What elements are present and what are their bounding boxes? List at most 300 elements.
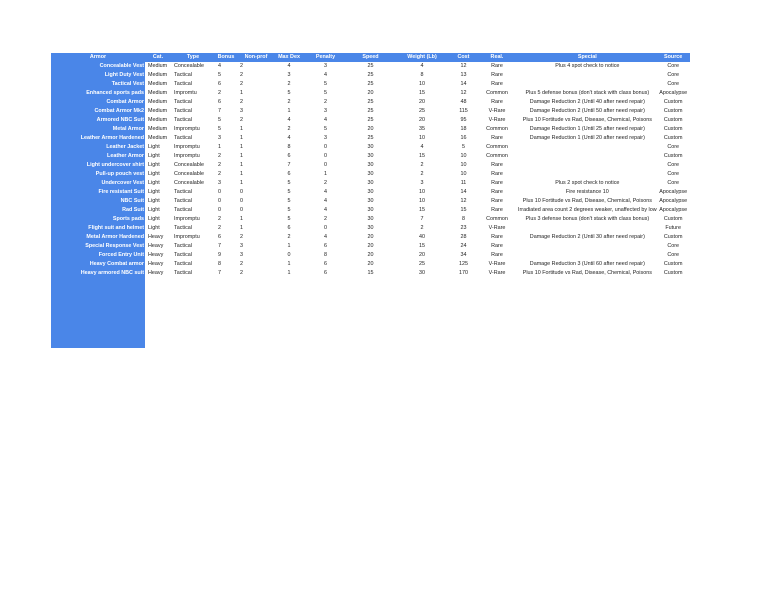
table-cell[interactable]: 2: [324, 180, 327, 186]
table-cell[interactable]: 6: [218, 99, 221, 105]
table-cell[interactable]: Core: [667, 162, 679, 168]
table-cell[interactable]: 10: [460, 153, 467, 159]
table-cell[interactable]: Impromptu: [174, 144, 200, 150]
table-cell[interactable]: 5: [287, 180, 291, 186]
armor-name-cell[interactable]: Light undercover shirt: [51, 161, 145, 170]
table-cell[interactable]: 6: [287, 225, 291, 231]
column-header[interactable]: Bonus: [215, 53, 237, 62]
table-cell[interactable]: Core: [667, 81, 679, 87]
table-cell[interactable]: Tactical: [174, 207, 192, 213]
table-cell[interactable]: Tactical: [174, 198, 192, 204]
table-cell[interactable]: 4: [420, 63, 424, 69]
table-cell[interactable]: Rare: [491, 198, 503, 204]
table-cell[interactable]: 30: [367, 198, 374, 204]
table-cell[interactable]: 24: [460, 243, 467, 249]
table-cell[interactable]: Tactical: [174, 261, 192, 267]
table-cell[interactable]: Core: [667, 252, 679, 258]
table-cell[interactable]: 15: [419, 90, 425, 96]
table-cell[interactable]: Apocalypse: [659, 207, 688, 213]
table-cell[interactable]: Light: [148, 162, 160, 168]
table-cell[interactable]: 12: [460, 90, 467, 96]
table-cell[interactable]: Concealable: [174, 162, 204, 168]
table-cell[interactable]: Damage Reduction 3 (Until 60 after need repair): [529, 261, 645, 267]
table-cell[interactable]: 2: [420, 225, 424, 231]
table-cell[interactable]: Future: [665, 225, 681, 231]
table-cell[interactable]: Common: [486, 90, 508, 96]
table-cell[interactable]: Medium: [148, 99, 168, 105]
table-cell[interactable]: 2: [218, 216, 221, 222]
table-cell[interactable]: Rare: [491, 207, 503, 213]
armor-name-cell[interactable]: Tactical Vest: [51, 80, 145, 89]
table-cell[interactable]: 48: [460, 99, 467, 105]
table-cell[interactable]: Impromptu: [174, 126, 200, 132]
table-cell[interactable]: 0: [240, 207, 243, 213]
table-cell[interactable]: [518, 161, 657, 170]
table-cell[interactable]: Tactical: [174, 72, 192, 78]
armor-name-cell[interactable]: Leather Jacket: [51, 143, 145, 152]
table-cell[interactable]: 6: [324, 261, 327, 267]
table-cell[interactable]: 4: [420, 144, 424, 150]
table-cell[interactable]: 1: [287, 243, 291, 249]
armor-name-cell[interactable]: Concealable Vest: [51, 62, 145, 71]
table-cell[interactable]: 1: [240, 225, 243, 231]
table-cell[interactable]: Tactical: [174, 117, 192, 123]
table-cell[interactable]: Light: [148, 180, 160, 186]
table-cell[interactable]: 5: [218, 117, 221, 123]
table-cell[interactable]: Custom: [663, 117, 683, 123]
table-cell[interactable]: 8: [420, 72, 424, 78]
table-cell[interactable]: Custom: [663, 216, 683, 222]
table-cell[interactable]: Core: [667, 63, 679, 69]
armor-name-cell[interactable]: Pull-up pouch vest: [51, 170, 145, 179]
table-cell[interactable]: 5: [287, 198, 291, 204]
table-cell[interactable]: Custom: [663, 99, 683, 105]
table-cell[interactable]: 0: [240, 198, 243, 204]
table-cell[interactable]: 4: [324, 198, 327, 204]
table-cell[interactable]: Custom: [663, 261, 683, 267]
armor-name-cell[interactable]: Heavy armored NBC suit: [51, 269, 145, 278]
table-cell[interactable]: Custom: [663, 153, 683, 159]
armor-name-cell[interactable]: Sports pads: [51, 215, 145, 224]
table-cell[interactable]: 12: [460, 63, 467, 69]
table-cell[interactable]: 4: [324, 234, 327, 240]
table-cell[interactable]: 2: [324, 216, 327, 222]
table-cell[interactable]: 2: [240, 234, 243, 240]
table-cell[interactable]: Tactical: [174, 99, 192, 105]
table-cell[interactable]: Medium: [148, 63, 168, 69]
table-cell[interactable]: 1: [218, 144, 221, 150]
table-cell[interactable]: 15: [460, 207, 467, 213]
table-cell[interactable]: Rare: [491, 171, 503, 177]
table-cell[interactable]: 6: [218, 234, 221, 240]
table-cell[interactable]: 3: [420, 180, 424, 186]
table-cell[interactable]: 1: [324, 171, 327, 177]
table-cell[interactable]: 25: [367, 135, 374, 141]
table-cell[interactable]: V-Rare: [488, 108, 506, 114]
table-cell[interactable]: 16: [460, 135, 467, 141]
table-cell[interactable]: Tactical: [174, 81, 192, 87]
table-cell[interactable]: 20: [419, 117, 425, 123]
table-cell[interactable]: Apocalypse: [659, 189, 688, 195]
table-cell[interactable]: Light: [148, 153, 160, 159]
table-cell[interactable]: 30: [419, 270, 425, 276]
armor-name-cell[interactable]: Heavy Combat armor: [51, 260, 145, 269]
table-cell[interactable]: 0: [324, 153, 327, 159]
table-cell[interactable]: 0: [324, 225, 327, 231]
table-cell[interactable]: Light: [148, 225, 160, 231]
table-cell[interactable]: 1: [287, 261, 291, 267]
table-cell[interactable]: Damage Reduction 1 (Until 20 after need repair): [529, 135, 645, 141]
table-cell[interactable]: 30: [367, 144, 374, 150]
armor-name-cell[interactable]: Flight suit and helmet: [51, 224, 145, 233]
table-cell[interactable]: 7: [287, 162, 291, 168]
table-cell[interactable]: Heavy: [148, 252, 164, 258]
table-cell[interactable]: 4: [324, 117, 327, 123]
table-cell[interactable]: 2: [420, 171, 424, 177]
table-cell[interactable]: Plus 10 Fortitude vs Rad, Disease, Chemical, Poisons: [522, 117, 652, 123]
table-cell[interactable]: 25: [367, 99, 374, 105]
table-cell[interactable]: 1: [240, 162, 243, 168]
table-cell[interactable]: 5: [287, 189, 291, 195]
column-header[interactable]: Cost: [451, 53, 476, 62]
table-cell[interactable]: Apocalypse: [659, 90, 688, 96]
table-cell[interactable]: Rare: [491, 81, 503, 87]
table-cell[interactable]: Light: [148, 207, 160, 213]
table-cell[interactable]: 13: [460, 72, 467, 78]
table-cell[interactable]: Irradiated area count 2 degrees weaker, unaffected by low: [518, 207, 657, 213]
column-header[interactable]: Real.: [476, 53, 518, 62]
column-header[interactable]: Special: [518, 53, 657, 62]
table-cell[interactable]: Plus 10 Fortitude vs Rad, Disease, Chemical, Poisons: [522, 270, 652, 276]
table-cell[interactable]: 170: [459, 270, 468, 276]
table-cell[interactable]: 5: [324, 126, 327, 132]
table-cell[interactable]: 6: [324, 270, 327, 276]
column-header[interactable]: Cat.: [145, 53, 171, 62]
table-cell[interactable]: 4: [324, 72, 327, 78]
table-cell[interactable]: 18: [460, 126, 467, 132]
table-cell[interactable]: 3: [324, 108, 327, 114]
table-cell[interactable]: Rare: [491, 72, 503, 78]
table-cell[interactable]: 7: [218, 243, 221, 249]
column-header[interactable]: Penalty: [303, 53, 348, 62]
table-cell[interactable]: 5: [218, 126, 221, 132]
table-cell[interactable]: 20: [367, 252, 374, 258]
table-cell[interactable]: V-Rare: [488, 117, 506, 123]
table-cell[interactable]: 15: [419, 207, 425, 213]
table-cell[interactable]: Medium: [148, 108, 168, 114]
table-cell[interactable]: 1: [240, 171, 243, 177]
table-cell[interactable]: 23: [460, 225, 467, 231]
table-cell[interactable]: 4: [287, 135, 291, 141]
table-cell[interactable]: 5: [287, 216, 291, 222]
table-cell[interactable]: 7: [218, 270, 221, 276]
table-cell[interactable]: 6: [287, 171, 291, 177]
table-cell[interactable]: Plus 3 defense bonus (don't stack with class bonus): [525, 216, 650, 222]
table-cell[interactable]: 5: [324, 81, 327, 87]
table-cell[interactable]: Medium: [148, 117, 168, 123]
table-cell[interactable]: 2: [218, 90, 221, 96]
table-cell[interactable]: 0: [218, 189, 221, 195]
column-header[interactable]: Type: [171, 53, 215, 62]
armor-name-cell[interactable]: Special Response Vest: [51, 242, 145, 251]
table-cell[interactable]: V-Rare: [488, 261, 506, 267]
table-cell[interactable]: 7: [420, 216, 424, 222]
table-cell[interactable]: Rare: [491, 135, 503, 141]
table-cell[interactable]: 6: [287, 153, 291, 159]
table-cell[interactable]: Damage Reduction 2 (Until 50 after need repair): [529, 108, 645, 114]
table-cell[interactable]: 2: [240, 81, 243, 87]
table-cell[interactable]: Core: [667, 72, 679, 78]
table-cell[interactable]: 30: [367, 216, 374, 222]
table-cell[interactable]: 1: [240, 90, 243, 96]
armor-name-cell[interactable]: Forced Entry Unit: [51, 251, 145, 260]
table-cell[interactable]: 20: [419, 99, 425, 105]
table-cell[interactable]: 30: [367, 180, 374, 186]
column-header[interactable]: Source: [657, 53, 690, 62]
armor-name-cell[interactable]: Combat Armor Mk2: [51, 107, 145, 116]
table-cell[interactable]: Concealable: [174, 180, 204, 186]
table-cell[interactable]: 1: [287, 270, 291, 276]
table-cell[interactable]: Rare: [491, 99, 503, 105]
table-cell[interactable]: Custom: [663, 135, 683, 141]
table-cell[interactable]: 1: [240, 180, 243, 186]
table-cell[interactable]: 30: [367, 189, 374, 195]
table-cell[interactable]: 6: [218, 81, 221, 87]
table-cell[interactable]: 20: [367, 243, 374, 249]
table-cell[interactable]: 20: [367, 90, 374, 96]
table-cell[interactable]: 15: [419, 243, 425, 249]
armor-name-cell[interactable]: Leather Armor: [51, 152, 145, 161]
table-cell[interactable]: Heavy: [148, 270, 164, 276]
table-cell[interactable]: 25: [367, 108, 374, 114]
table-cell[interactable]: 2: [324, 99, 327, 105]
table-cell[interactable]: Core: [667, 243, 679, 249]
table-cell[interactable]: Rare: [491, 63, 503, 69]
armor-name-cell[interactable]: Undercover Vest: [51, 179, 145, 188]
table-cell[interactable]: Rare: [491, 189, 503, 195]
table-cell[interactable]: Plus 5 defense bonus (don't stack with class bonus): [525, 90, 650, 96]
table-cell[interactable]: Common: [486, 216, 508, 222]
table-cell[interactable]: Impromptu: [174, 153, 200, 159]
table-cell[interactable]: 10: [419, 135, 425, 141]
table-cell[interactable]: [518, 71, 657, 80]
table-cell[interactable]: [518, 152, 657, 161]
table-cell[interactable]: [518, 224, 657, 233]
table-cell[interactable]: 2: [287, 126, 291, 132]
table-cell[interactable]: 2: [240, 99, 243, 105]
table-cell[interactable]: Tactical: [174, 135, 192, 141]
table-cell[interactable]: 20: [367, 234, 374, 240]
table-cell[interactable]: 2: [218, 225, 221, 231]
table-cell[interactable]: Core: [667, 180, 679, 186]
table-cell[interactable]: Medium: [148, 126, 168, 132]
table-cell[interactable]: Custom: [663, 270, 683, 276]
table-cell[interactable]: Rare: [491, 180, 503, 186]
table-cell[interactable]: 2: [287, 81, 291, 87]
table-cell[interactable]: 15: [367, 270, 374, 276]
table-cell[interactable]: Tactical: [174, 252, 192, 258]
table-cell[interactable]: Tactical: [174, 108, 192, 114]
table-cell[interactable]: Rare: [491, 234, 503, 240]
table-cell[interactable]: Fire resistance 10: [565, 189, 609, 195]
table-cell[interactable]: 3: [240, 108, 243, 114]
table-cell[interactable]: Plus 10 Fortitude vs Rad, Disease, Chemical, Poisons: [522, 198, 652, 204]
table-cell[interactable]: 30: [367, 162, 374, 168]
table-cell[interactable]: 2: [240, 270, 243, 276]
table-cell[interactable]: 6: [324, 243, 327, 249]
table-cell[interactable]: Damage Reduction 2 (Until 40 after need repair): [529, 99, 645, 105]
table-cell[interactable]: 14: [460, 189, 467, 195]
table-cell[interactable]: [518, 251, 657, 260]
table-cell[interactable]: Plus 2 spot check to notice: [555, 180, 620, 186]
table-cell[interactable]: 10: [460, 171, 467, 177]
armor-name-cell[interactable]: Rad Suit: [51, 206, 145, 215]
table-cell[interactable]: 8: [287, 144, 291, 150]
table-cell[interactable]: 35: [419, 126, 425, 132]
table-cell[interactable]: 0: [218, 207, 221, 213]
table-cell[interactable]: 20: [419, 252, 425, 258]
table-cell[interactable]: 115: [459, 108, 468, 114]
table-cell[interactable]: 1: [240, 144, 243, 150]
table-cell[interactable]: 2: [240, 72, 243, 78]
table-cell[interactable]: Impromtu: [174, 90, 197, 96]
table-cell[interactable]: 5: [324, 90, 327, 96]
table-cell[interactable]: 2: [240, 117, 243, 123]
column-header[interactable]: Max Dex: [275, 53, 303, 62]
table-cell[interactable]: 4: [324, 207, 327, 213]
table-cell[interactable]: Impromptu: [174, 234, 200, 240]
table-cell[interactable]: 125: [459, 261, 468, 267]
table-cell[interactable]: Tactical: [174, 270, 192, 276]
armor-name-cell[interactable]: Armored NBC Suit: [51, 116, 145, 125]
armor-name-cell[interactable]: Leather Armor Hardened: [51, 134, 145, 143]
table-cell[interactable]: Damage Reduction 2 (Until 30 after need repair): [529, 234, 645, 240]
column-header[interactable]: Non-prof: [237, 53, 275, 62]
table-cell[interactable]: 40: [419, 234, 425, 240]
column-header[interactable]: Weight (Lb): [393, 53, 451, 62]
table-cell[interactable]: Tactical: [174, 225, 192, 231]
armor-name-cell[interactable]: Metal Armor Hardened: [51, 233, 145, 242]
table-cell[interactable]: 12: [460, 198, 467, 204]
table-cell[interactable]: 8: [324, 252, 327, 258]
armor-name-cell[interactable]: Light Duty Vest: [51, 71, 145, 80]
table-cell[interactable]: 8: [218, 261, 221, 267]
table-cell[interactable]: Medium: [148, 135, 168, 141]
table-cell[interactable]: 25: [419, 261, 425, 267]
table-cell[interactable]: 3: [240, 252, 243, 258]
table-cell[interactable]: V-Rare: [488, 270, 506, 276]
table-cell[interactable]: 25: [419, 108, 425, 114]
table-cell[interactable]: 0: [324, 144, 327, 150]
table-cell[interactable]: Medium: [148, 81, 168, 87]
armor-name-cell[interactable]: Enhanced sports pads: [51, 89, 145, 98]
table-cell[interactable]: Concealable: [174, 63, 204, 69]
table-cell[interactable]: 0: [324, 162, 327, 168]
table-cell[interactable]: [518, 242, 657, 251]
table-cell[interactable]: 14: [460, 81, 467, 87]
table-cell[interactable]: 1: [240, 153, 243, 159]
table-cell[interactable]: 1: [240, 126, 243, 132]
table-cell[interactable]: 3: [324, 135, 327, 141]
table-cell[interactable]: 25: [367, 81, 374, 87]
table-cell[interactable]: Impromptu: [174, 216, 200, 222]
table-cell[interactable]: 1: [287, 108, 291, 114]
table-cell[interactable]: 0: [240, 189, 243, 195]
table-cell[interactable]: [518, 143, 657, 152]
table-cell[interactable]: 30: [367, 225, 374, 231]
table-cell[interactable]: Common: [486, 126, 508, 132]
table-cell[interactable]: [518, 170, 657, 179]
table-cell[interactable]: 3: [218, 180, 221, 186]
armor-name-cell[interactable]: Combat Armor: [51, 98, 145, 107]
table-cell[interactable]: 34: [460, 252, 467, 258]
table-cell[interactable]: 25: [367, 72, 374, 78]
armor-name-cell[interactable]: Metal Armor: [51, 125, 145, 134]
table-cell[interactable]: 2: [240, 63, 243, 69]
table-cell[interactable]: 2: [287, 99, 291, 105]
table-cell[interactable]: 5: [218, 72, 221, 78]
table-cell[interactable]: Custom: [663, 234, 683, 240]
table-cell[interactable]: 4: [218, 63, 221, 69]
table-cell[interactable]: Heavy: [148, 261, 164, 267]
table-cell[interactable]: 4: [324, 189, 327, 195]
table-cell[interactable]: Custom: [663, 108, 683, 114]
table-cell[interactable]: 10: [419, 189, 425, 195]
table-cell[interactable]: 30: [367, 153, 374, 159]
table-cell[interactable]: 30: [367, 171, 374, 177]
table-cell[interactable]: Light: [148, 189, 160, 195]
table-cell[interactable]: Common: [486, 144, 508, 150]
table-cell[interactable]: Core: [667, 144, 679, 150]
table-cell[interactable]: 20: [367, 126, 374, 132]
table-cell[interactable]: 2: [218, 162, 221, 168]
table-cell[interactable]: Core: [667, 171, 679, 177]
table-cell[interactable]: Light: [148, 171, 160, 177]
table-cell[interactable]: Light: [148, 216, 160, 222]
table-cell[interactable]: 3: [324, 63, 327, 69]
column-header[interactable]: Speed: [348, 53, 393, 62]
table-cell[interactable]: Rare: [491, 243, 503, 249]
column-header[interactable]: Armor: [51, 53, 145, 62]
table-cell[interactable]: 2: [420, 162, 424, 168]
table-cell[interactable]: 1: [240, 135, 243, 141]
table-cell[interactable]: 3: [240, 243, 243, 249]
table-cell[interactable]: 5: [287, 90, 291, 96]
armor-name-cell[interactable]: Fire resistant Suit: [51, 188, 145, 197]
table-cell[interactable]: 11: [460, 180, 467, 186]
table-cell[interactable]: Heavy: [148, 234, 164, 240]
table-cell[interactable]: 2: [287, 234, 291, 240]
table-cell[interactable]: 10: [419, 81, 425, 87]
table-cell[interactable]: Light: [148, 144, 160, 150]
table-cell[interactable]: Tactical: [174, 189, 192, 195]
table-cell[interactable]: Damage Reduction 1 (Until 25 after need repair): [529, 126, 645, 132]
table-cell[interactable]: 2: [240, 261, 243, 267]
table-cell[interactable]: Concealable: [174, 171, 204, 177]
table-cell[interactable]: 30: [367, 207, 374, 213]
table-cell[interactable]: 15: [419, 153, 425, 159]
table-cell[interactable]: Apocalypse: [659, 198, 688, 204]
table-cell[interactable]: Light: [148, 198, 160, 204]
table-cell[interactable]: Rare: [491, 162, 503, 168]
table-cell[interactable]: 10: [460, 162, 467, 168]
table-cell[interactable]: 2: [218, 153, 221, 159]
table-cell[interactable]: 2: [218, 171, 221, 177]
table-cell[interactable]: Tactical: [174, 243, 192, 249]
table-cell[interactable]: 3: [218, 135, 221, 141]
table-cell[interactable]: 9: [218, 252, 221, 258]
table-cell[interactable]: Medium: [148, 72, 168, 78]
